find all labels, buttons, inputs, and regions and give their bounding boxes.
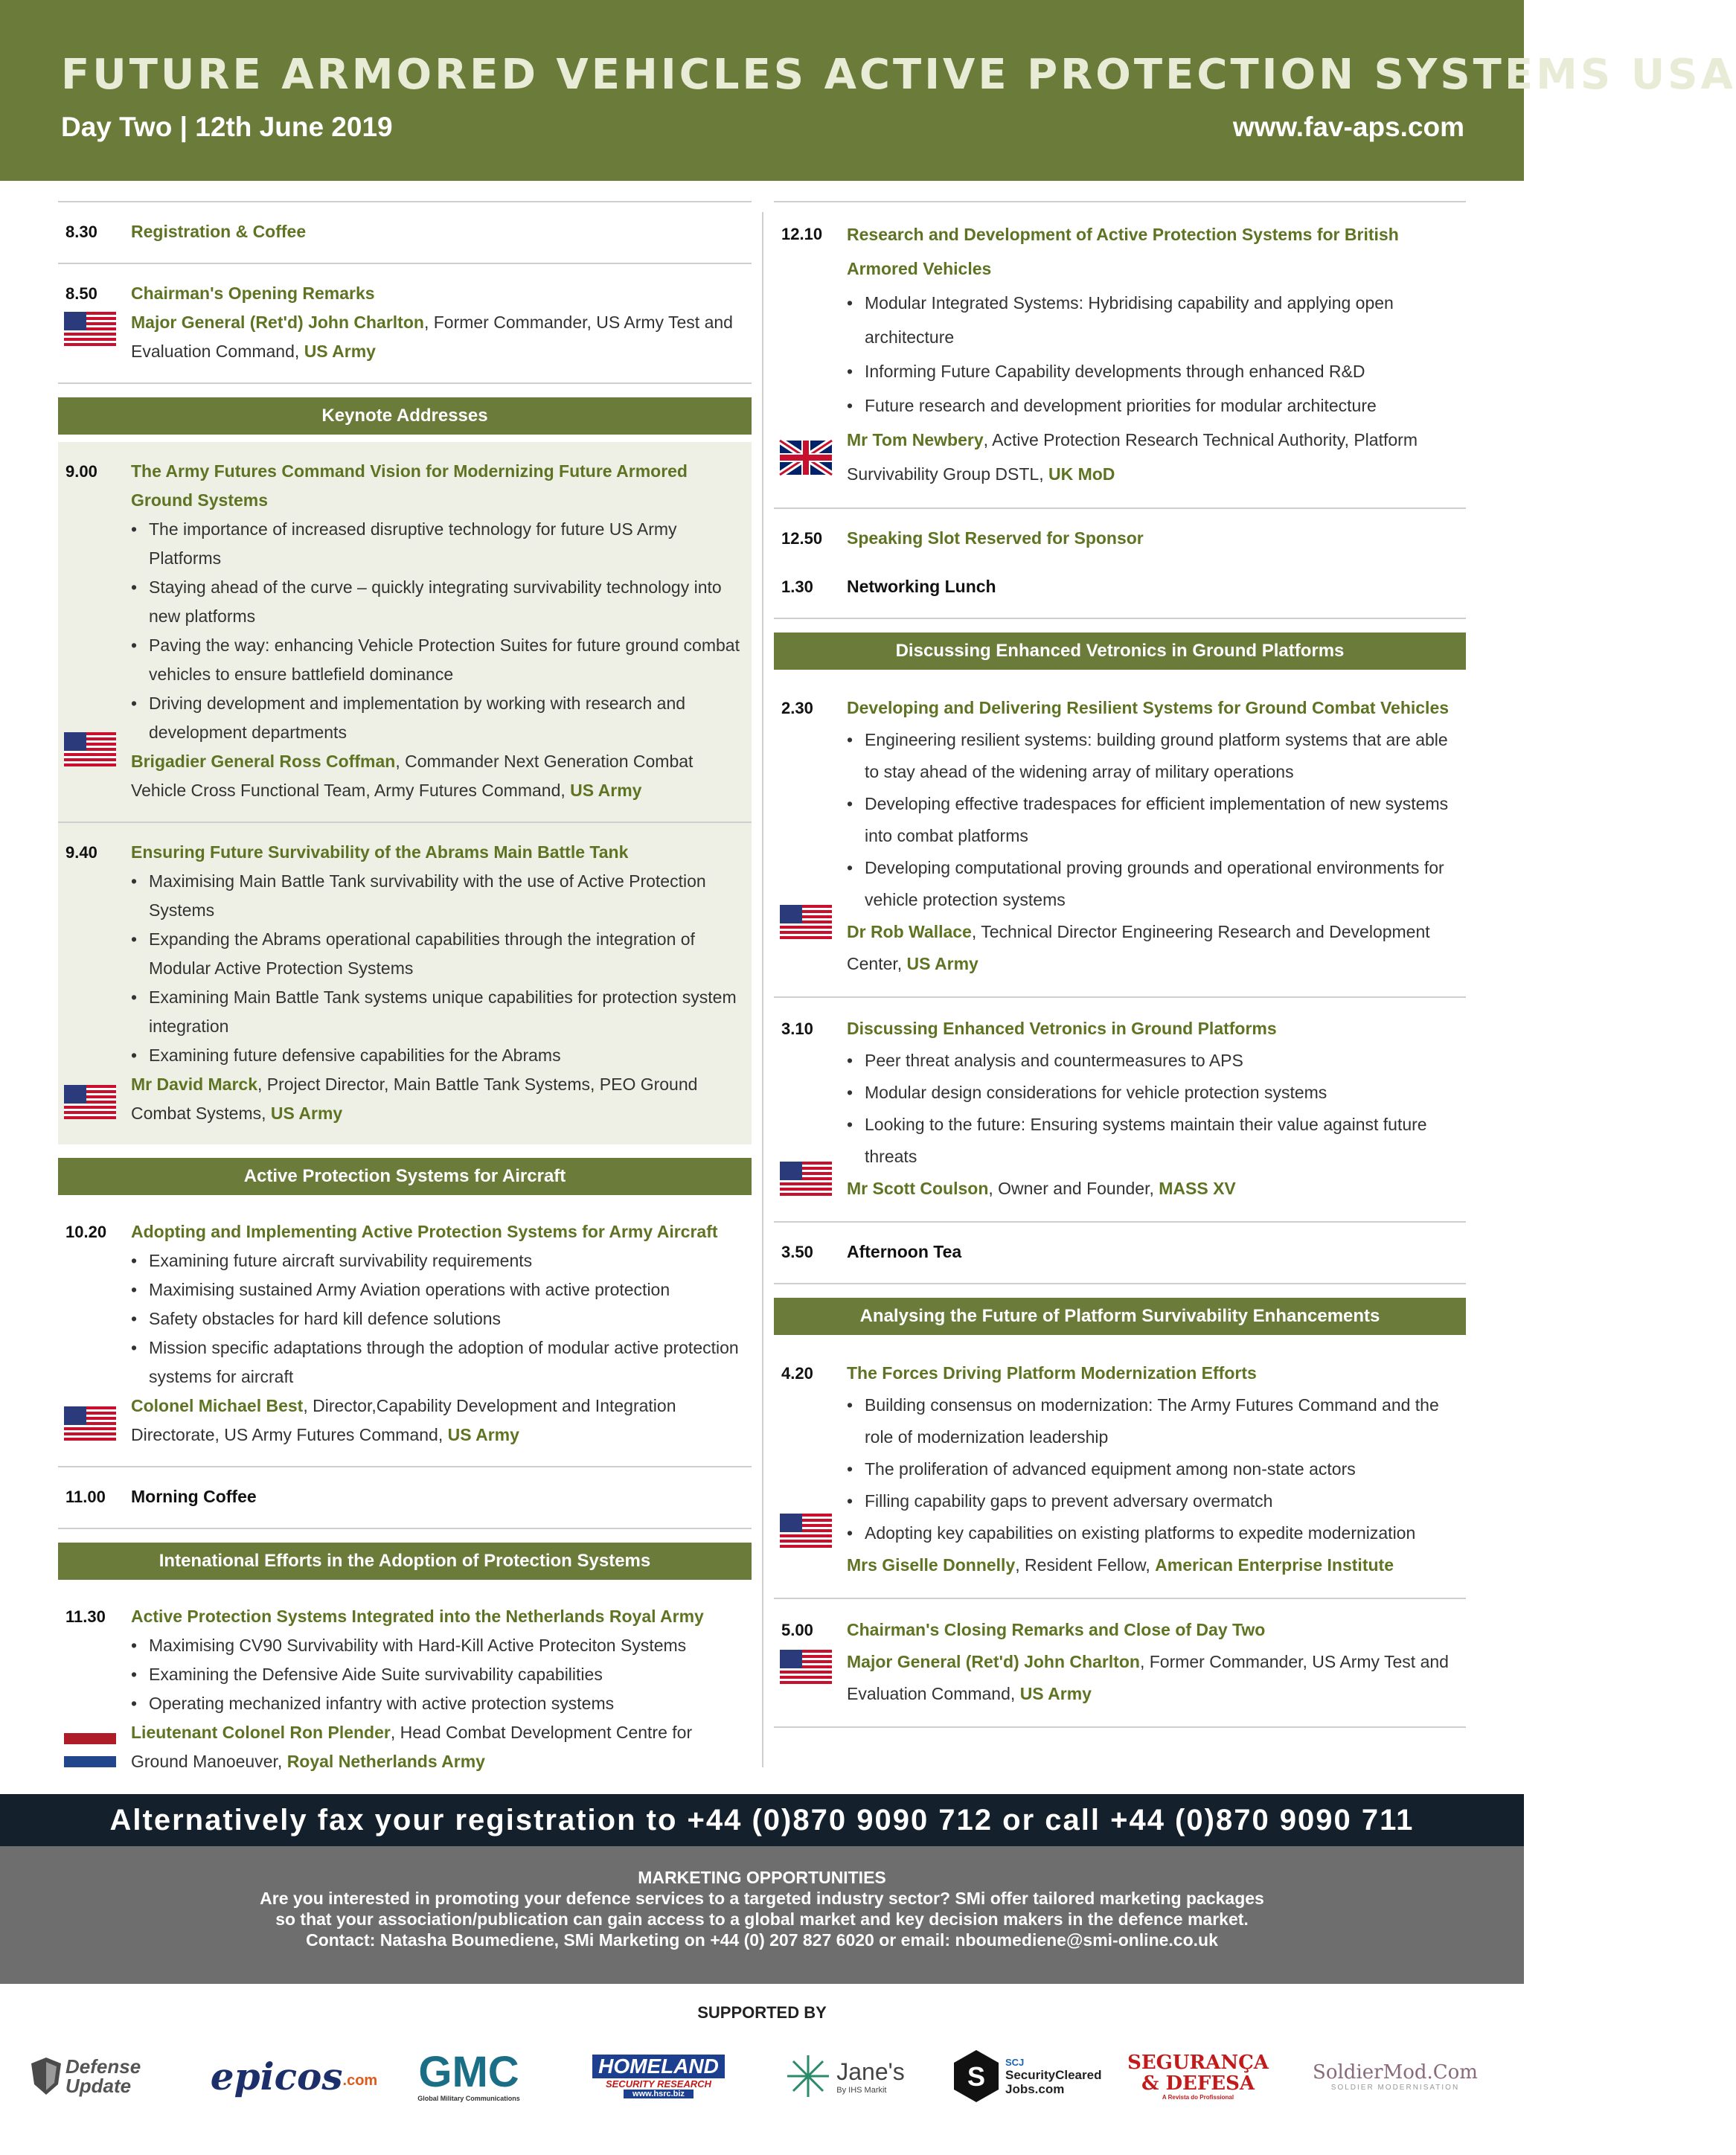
speaker-line [847,916,1466,980]
section-header-international: Intenational Efforts in the Adoption of Protection Systems [58,1543,752,1580]
bullet-list [131,1631,752,1718]
bullet-item: • Modular design considerations for vehicle protection systems [847,1077,1466,1109]
janes-logo[interactable]: Jane's By IHS Markit [778,2046,912,2106]
bullet-item: • Mission specific adaptations through the adoption of modular active protection systems for aircraft [131,1333,752,1392]
bullet-list [131,867,752,1070]
speaker-name: Dr Rob Wallace [847,922,972,941]
speaker-role: , Director,Capability Development and Integration Directorate, US Army Futures Command, [131,1396,676,1444]
item-time: 11.00 [65,1488,106,1506]
item-time: 8.30 [65,222,97,241]
bullet-list [847,1389,1466,1549]
event-website-link[interactable]: www.fav-aps.com [1232,112,1464,142]
agenda-item-closing [774,1599,1466,1726]
speaker-role: , Project Director, Main Battle Tank Systems, PEO Ground Combat Systems, [131,1075,698,1123]
janes-emblem-icon [784,2052,832,2100]
bullet-item: • Driving development and implementation by working with research and development departments [131,689,752,747]
marketing-contact: Contact: Natasha Boumediene, SMi Marketing on +44 (0) 207 827 6020 or email: nboumediene@smi-online.co.uk [306,1930,1218,1950]
agenda-item-morning-coffee [58,1467,752,1528]
speaker-organisation: MASS XV [1159,1179,1236,1198]
agenda-item-afternoon-tea [774,1223,1466,1283]
session-title: Adopting and Implementing Active Protection Systems for Army Aircraft [131,1222,718,1241]
item-time: 2.30 [781,699,813,717]
bullet-item: • Expanding the Abrams operational capabilities through the integration of Modular Active Protection Systems [131,925,752,983]
bullet-list [131,1246,752,1392]
marketing-title: MARKETING OPPORTUNITIES [638,1868,886,1887]
bullet-item: • Maximising Main Battle Tank survivability with the use of Active Protection Systems [131,867,752,925]
fax-call-banner: Alternatively fax your registration to +44 (0)870 9090 712 or call +44 (0)870 9090 711 [0,1794,1524,1846]
defense-update-logo[interactable]: Defense Update [30,2046,171,2106]
speaker-organisation: US Army [270,1104,343,1123]
item-time: 11.30 [65,1607,106,1626]
agenda-item-aircraft [58,1203,752,1466]
divider [774,1726,1466,1728]
session-title: Speaking Slot Reserved for Sponsor [847,528,1144,548]
column-divider [762,212,763,1767]
svg-text:S: S [967,2061,986,2092]
session-title: The Forces Driving Platform Modernization Efforts [847,1363,1257,1383]
netherlands-flag-icon [64,1733,116,1767]
speaker-role: , Technical Director Engineering Research and Development Center, [847,922,1430,973]
session-title: The Army Futures Command Vision for Modernizing Future Armored Ground Systems [131,461,688,510]
item-time: 12.50 [781,529,823,548]
item-time: 4.20 [781,1364,813,1383]
bullet-item: • Engineering resilient systems: building ground platform systems that are able to stay ahead of the widening array of military operations [847,724,1466,788]
bullet-item: • Paving the way: enhancing Vehicle Protection Suites for future ground combat vehicles to ensure battlefield dominance [131,631,752,689]
speaker-organisation: US Army [447,1425,519,1444]
us-flag-icon [64,732,116,766]
bullet-item: • Future research and development priorities for modular architecture [847,388,1466,423]
bullet-item: • Developing effective tradespaces for efficient implementation of new systems into combat platforms [847,788,1466,852]
us-flag-icon [780,905,832,939]
agenda-item-keynote-1 [58,442,752,822]
speaker-line [847,1173,1466,1205]
bullet-item: • Operating mechanized infantry with active protection systems [131,1689,752,1718]
speaker-organisation: UK MoD [1048,464,1115,484]
homeland-security-logo[interactable]: HOMELAND SECURITY RESEARCH www.hsrc.biz [580,2046,737,2106]
session-title: Afternoon Tea [847,1242,962,1261]
speaker-organisation: US Army [570,781,642,800]
session-title: Ensuring Future Survivability of the Abrams Main Battle Tank [131,842,629,862]
speaker-organisation: US Army [1019,1684,1092,1703]
hexagon-s-icon [952,2049,1001,2104]
us-flag-icon [780,1650,832,1684]
agenda-item-registration [58,202,752,263]
section-header-keynote: Keynote Addresses [58,397,752,435]
speaker-name: Colonel Michael Best [131,1396,304,1415]
supported-by-heading: SUPPORTED BY [697,2003,827,2022]
us-flag-icon [64,312,116,346]
divider [774,1283,1466,1284]
session-title: Research and Development of Active Protection Systems for British Armored Vehicles [847,225,1399,278]
speaker-name: Major General (Ret'd) John Charlton [131,313,424,332]
item-time: 9.40 [65,843,97,862]
speaker-line [847,423,1466,491]
item-time: 8.50 [65,284,97,303]
bullet-list [847,1045,1466,1173]
agenda-item-lunch [774,557,1466,618]
speaker-line [131,308,752,366]
speaker-name: Mr Scott Coulson [847,1179,989,1198]
agenda-item-opening [58,264,752,382]
speaker-line [131,1392,752,1450]
item-time: 3.10 [781,1019,813,1038]
speaker-line [847,1549,1466,1581]
bullet-item: • Staying ahead of the curve – quickly integrating survivability technology into new platforms [131,573,752,631]
speaker-name: Lieutenant Colonel Ron Plender [131,1723,391,1742]
agenda-item-sponsor [774,509,1466,557]
session-title: Active Protection Systems Integrated into the Netherlands Royal Army [131,1607,704,1626]
bullet-item: • Examining future defensive capabilities for the Abrams [131,1041,752,1070]
bullet-item: • The proliferation of advanced equipment among non-state actors [847,1453,1466,1485]
agenda-item-keynote-2 [58,823,752,1144]
item-time: 1.30 [781,577,813,596]
speaker-organisation: US Army [906,954,978,973]
seguranca-defesa-logo[interactable]: SEGURANÇA & DEFESA A Revista do Profissional [1127,2051,1269,2101]
agenda-right-column [774,201,1466,1728]
speaker-role: , Resident Fellow, [1015,1555,1156,1575]
session-title: Chairman's Opening Remarks [131,284,375,303]
item-time: 3.50 [781,1243,813,1261]
item-time: 10.20 [65,1223,107,1241]
speaker-role: , Owner and Founder, [988,1179,1159,1198]
speaker-name: Brigadier General Ross Coffman [131,752,396,771]
agenda-item-uk-rnd [774,202,1466,507]
agenda-item-netherlands [58,1587,752,1793]
bullet-item: • Peer threat analysis and countermeasures to APS [847,1045,1466,1077]
event-day-date: Day Two | 12th June 2019 [61,112,393,142]
bullet-item: • Filling capability gaps to prevent adversary overmatch [847,1485,1466,1517]
speaker-role: , Commander Next Generation Combat Vehicle Cross Functional Team, Army Futures Command, [131,752,694,800]
agenda-left-column [58,201,752,1793]
session-title: Registration & Coffee [131,222,307,241]
section-header-vetronics: Discussing Enhanced Vetronics in Ground Platforms [774,633,1466,670]
bullet-item: • Developing computational proving grounds and operational environments for vehicle protection systems [847,852,1466,916]
agenda-item-vetronics [774,998,1466,1221]
bullet-list [847,286,1466,423]
bullet-item: • Building consensus on modernization: The Army Futures Command and the role of modernization leadership [847,1389,1466,1453]
agenda-item-modernization [774,1342,1466,1598]
item-time: 5.00 [781,1621,813,1639]
speaker-line [131,1070,752,1128]
agenda-item-resilient-systems [774,677,1466,996]
speaker-line [847,1646,1466,1710]
event-title: FUTURE ARMORED VEHICLES ACTIVE PROTECTION SYSTEMS USA [61,51,1736,99]
uk-flag-icon [780,441,832,475]
speaker-role: , Active Protection Research Technical Authority, Platform Survivability Group DSTL, [847,430,1418,484]
marketing-text: so that your association/publication can gain access to a global market and key decision makers in the defence market. [275,1909,1249,1929]
session-title: Discussing Enhanced Vetronics in Ground Platforms [847,1019,1277,1038]
speaker-organisation: Royal Netherlands Army [286,1752,485,1771]
bullet-list [131,515,752,747]
item-time: 12.10 [781,225,823,243]
divider [774,618,1466,619]
bullet-item: • Maximising CV90 Survivability with Hard-Kill Active Proteciton Systems [131,1631,752,1660]
us-flag-icon [64,1406,116,1441]
item-time: 9.00 [65,462,97,481]
speaker-name: Mr David Marck [131,1075,258,1094]
bullet-item: • Modular Integrated Systems: Hybridising capability and applying open architecture [847,286,1466,354]
session-title: Chairman's Closing Remarks and Close of Day Two [847,1620,1266,1639]
speaker-name: Mrs Giselle Donnelly [847,1555,1016,1575]
us-flag-icon [780,1162,832,1196]
bullet-list [847,724,1466,916]
security-cleared-jobs-logo[interactable]: S SCJ SecurityCleared Jobs.com [945,2046,1109,2106]
soldiermod-logo[interactable]: SoldierMod.Com SOLDIER MODERNISATION [1313,2060,1478,2092]
bullet-item: • Examining future aircraft survivability requirements [131,1246,752,1275]
marketing-text: Are you interested in promoting your defence services to a targeted industry sector? SMi offer tailored marketing packages [260,1889,1264,1908]
speaker-role: , Former Commander, US Army Test and Evaluation Command, [131,313,733,361]
bullet-item: • Safety obstacles for hard kill defence solutions [131,1304,752,1333]
speaker-role: , Former Commander, US Army Test and Evaluation Command, [847,1652,1449,1703]
section-header-future: Analysing the Future of Platform Survivability Enhancements [774,1298,1466,1335]
session-title: Networking Lunch [847,577,996,596]
divider [58,382,752,384]
bullet-item: • Examining the Defensive Aide Suite survivability capabilities [131,1660,752,1689]
bullet-item: • Informing Future Capability developments through enhanced R&D [847,354,1466,388]
session-title: Morning Coffee [131,1487,257,1506]
divider [58,1528,752,1529]
speaker-role: , Head Combat Development Centre for Ground Manoeuver, [131,1723,693,1771]
page-header [0,0,1736,181]
speaker-line [131,747,752,805]
bullet-item: • Examining Main Battle Tank systems unique capabilities for protection system integration [131,983,752,1041]
speaker-name: Mr Tom Newbery [847,430,984,449]
speaker-name: Major General (Ret'd) John Charlton [847,1652,1140,1671]
bullet-item: • The importance of increased disruptive technology for future US Army Platforms [131,515,752,573]
shield-icon [30,2056,63,2096]
section-header-aircraft: Active Protection Systems for Aircraft [58,1158,752,1195]
sponsor-logos [0,2046,1524,2113]
bullet-item: • Adopting key capabilities on existing platforms to expedite modernization [847,1517,1466,1549]
epicos-logo[interactable]: epicos .com [210,2054,378,2098]
speaker-organisation: US Army [304,342,376,361]
speaker-organisation: American Enterprise Institute [1155,1555,1394,1575]
session-title: Developing and Delivering Resilient Systems for Ground Combat Vehicles [847,698,1450,717]
bullet-item: • Looking to the future: Ensuring systems maintain their value against future threats [847,1109,1466,1173]
speaker-line [131,1718,752,1776]
bullet-item: • Maximising sustained Army Aviation operations with active protection [131,1275,752,1304]
gmc-logo[interactable]: GMC Global Military Communications [417,2048,520,2102]
us-flag-icon [64,1085,116,1119]
marketing-panel [0,1846,1524,1984]
us-flag-icon [780,1514,832,1548]
